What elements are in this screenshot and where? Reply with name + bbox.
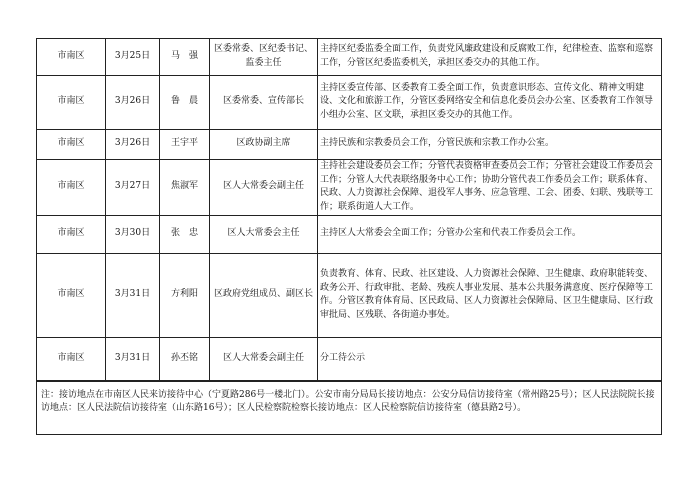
- district-cell: 市南区: [37, 337, 106, 380]
- table-row: [37, 129, 661, 159]
- district-cell: 市南区: [37, 215, 106, 253]
- table-row: [37, 215, 661, 253]
- official-name-cell: 焦淑军: [160, 159, 210, 215]
- position-cell: 区政协副主席: [210, 129, 318, 159]
- date-cell: 3月31日: [106, 253, 160, 337]
- duties-cell: 主持社会建设委员会工作；分管代表资格审查委员会工作；分管社会建设工作委员会工作；分管人大代表联络服务中心工作；协助分管代表工作委员会工作；联系体育、民政、人力资源社会保障、退役军人事务、应急管理、工会、团委、妇联、残联等工作；联系街道人大工作。: [318, 159, 662, 215]
- position-cell: 区委常委、宣传部长: [210, 75, 318, 129]
- date-cell: 3月26日: [106, 75, 160, 129]
- date-cell: 3月25日: [106, 39, 160, 75]
- official-name-cell: 王宇平: [160, 129, 210, 159]
- table-row: [37, 75, 661, 129]
- schedule-sheet: [36, 38, 662, 435]
- position-cell: 区人大常委会主任: [210, 215, 318, 253]
- position-cell: 区人大常委会副主任: [210, 337, 318, 380]
- table-row: [37, 253, 661, 337]
- date-cell: 3月27日: [106, 159, 160, 215]
- position-cell: 区委常委、区纪委书记、监委主任: [210, 39, 318, 75]
- official-name-cell: 孙丕铭: [160, 337, 210, 380]
- duties-cell: 主持区纪委监委全面工作，负责党风廉政建设和反腐败工作，纪律检查、监察和巡察工作，分管区纪委监委机关，承担区委交办的其他工作。: [318, 39, 662, 75]
- duties-cell: 主持区人大常委会全面工作；分管办公室和代表工作委员会工作。: [318, 215, 662, 253]
- date-cell: 3月30日: [106, 215, 160, 253]
- date-cell: 3月26日: [106, 129, 160, 159]
- table-row: [37, 39, 661, 75]
- district-cell: 市南区: [37, 253, 106, 337]
- reception-schedule-table: [37, 39, 661, 381]
- official-name-cell: 张 忠: [160, 215, 210, 253]
- reception-location-note: 注：接访地点在市南区人民来访接待中心（宁夏路286号一楼北门）。公安市南分局局长接访地点：公安分局信访接待室（常州路25号）；区人民法院院长接访地点：区人民法院信访接待室（山东路16号）；区人民检察院检察长接访地点：区人民检察院信访接待室（德县路2号）。: [37, 381, 661, 416]
- duties-cell: 分工待公示: [318, 337, 662, 380]
- position-cell: 区政府党组成员、副区长: [210, 253, 318, 337]
- duties-cell: 主持区委宣传部、区委教育工委全面工作，负责意识形态、宣传文化、精神文明建设、文化和旅游工作，分管区委网络安全和信息化委员会办公室、区委教育工作领导小组办公室、区文联，承担区委交办的其他工作。: [318, 75, 662, 129]
- duties-cell: 负责教育、体育、民政、社区建设、人力资源社会保障、卫生健康、政府职能转变、政务公开、行政审批、老龄、残疾人事业发展、基本公共服务满意度、医疗保障等工作。分管区教育体育局、区民政局、区人力资源社会保障局、区卫生健康局、区行政审批局、区残联、各街道办事处。: [318, 253, 662, 337]
- district-cell: 市南区: [37, 39, 106, 75]
- date-cell: 3月31日: [106, 337, 160, 380]
- official-name-cell: 鲁 晨: [160, 75, 210, 129]
- district-cell: 市南区: [37, 129, 106, 159]
- table-row: [37, 337, 661, 380]
- official-name-cell: 方利阳: [160, 253, 210, 337]
- official-name-cell: 马 强: [160, 39, 210, 75]
- duties-cell: 主持民族和宗教委员会工作，分管民族和宗教工作办公室。: [318, 129, 662, 159]
- table-row: [37, 159, 661, 215]
- position-cell: 区人大常委会副主任: [210, 159, 318, 215]
- district-cell: 市南区: [37, 159, 106, 215]
- district-cell: 市南区: [37, 75, 106, 129]
